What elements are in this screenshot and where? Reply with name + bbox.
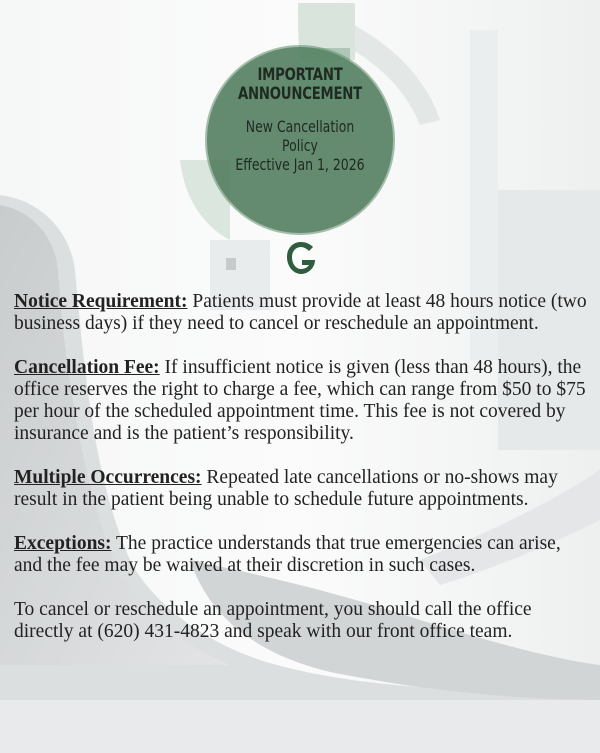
paragraph-exceptions: [14, 533, 590, 577]
notice-requirement-label: Notice Requirement:: [14, 291, 188, 312]
announcement-subtitle: [210, 117, 389, 174]
cancellation-fee-label: Cancellation Fee:: [14, 357, 160, 378]
announcement-subline-3: Effective Jan 1, 2026: [235, 155, 365, 174]
announcement-line-1: IMPORTANT: [257, 65, 343, 85]
announcement-subline-2: Policy: [282, 136, 318, 155]
paragraph-notice-requirement: [14, 291, 590, 335]
tooth-g-logo-icon: [285, 240, 317, 276]
exceptions-label: Exceptions:: [14, 533, 112, 554]
policy-content: [14, 291, 590, 665]
announcement-subline-1: New Cancellation: [245, 117, 355, 136]
announcement-line-2: ANNOUNCEMENT: [238, 84, 362, 104]
paragraph-multiple-occurrences: [14, 467, 590, 511]
notice-requirement-text: Patients must provide at least 48 hours notice (two business days) if they need to cancel or reschedule an appointment.: [14, 291, 587, 334]
cancellation-fee-text: If insufficient notice is given (less than 48 hours), the office reserves the right to charge a fee, which can range from $50 to $75 per hour of the scheduled appointment time. This fee is not covered by insurance and is the patient’s responsibility.: [14, 357, 586, 444]
monitor-detail: [226, 258, 236, 270]
exceptions-text: The practice understands that true emergencies can arise, and the fee may be waived at their discretion in such cases.: [14, 533, 561, 576]
paragraph-closing: To cancel or reschedule an appointment, you should call the office directly at (620) 431-4823 and speak with our front office team.: [14, 599, 532, 642]
floor-shape: [0, 700, 600, 753]
announcement-badge: [227, 52, 374, 227]
announcement-heading: [210, 66, 389, 104]
multiple-occurrences-label: Multiple Occurrences:: [14, 467, 202, 488]
multiple-occurrences-text: Repeated late cancellations or no-shows may result in the patient being unable to schedule future appointments.: [14, 467, 558, 510]
paragraph-cancellation-fee: [14, 357, 590, 445]
